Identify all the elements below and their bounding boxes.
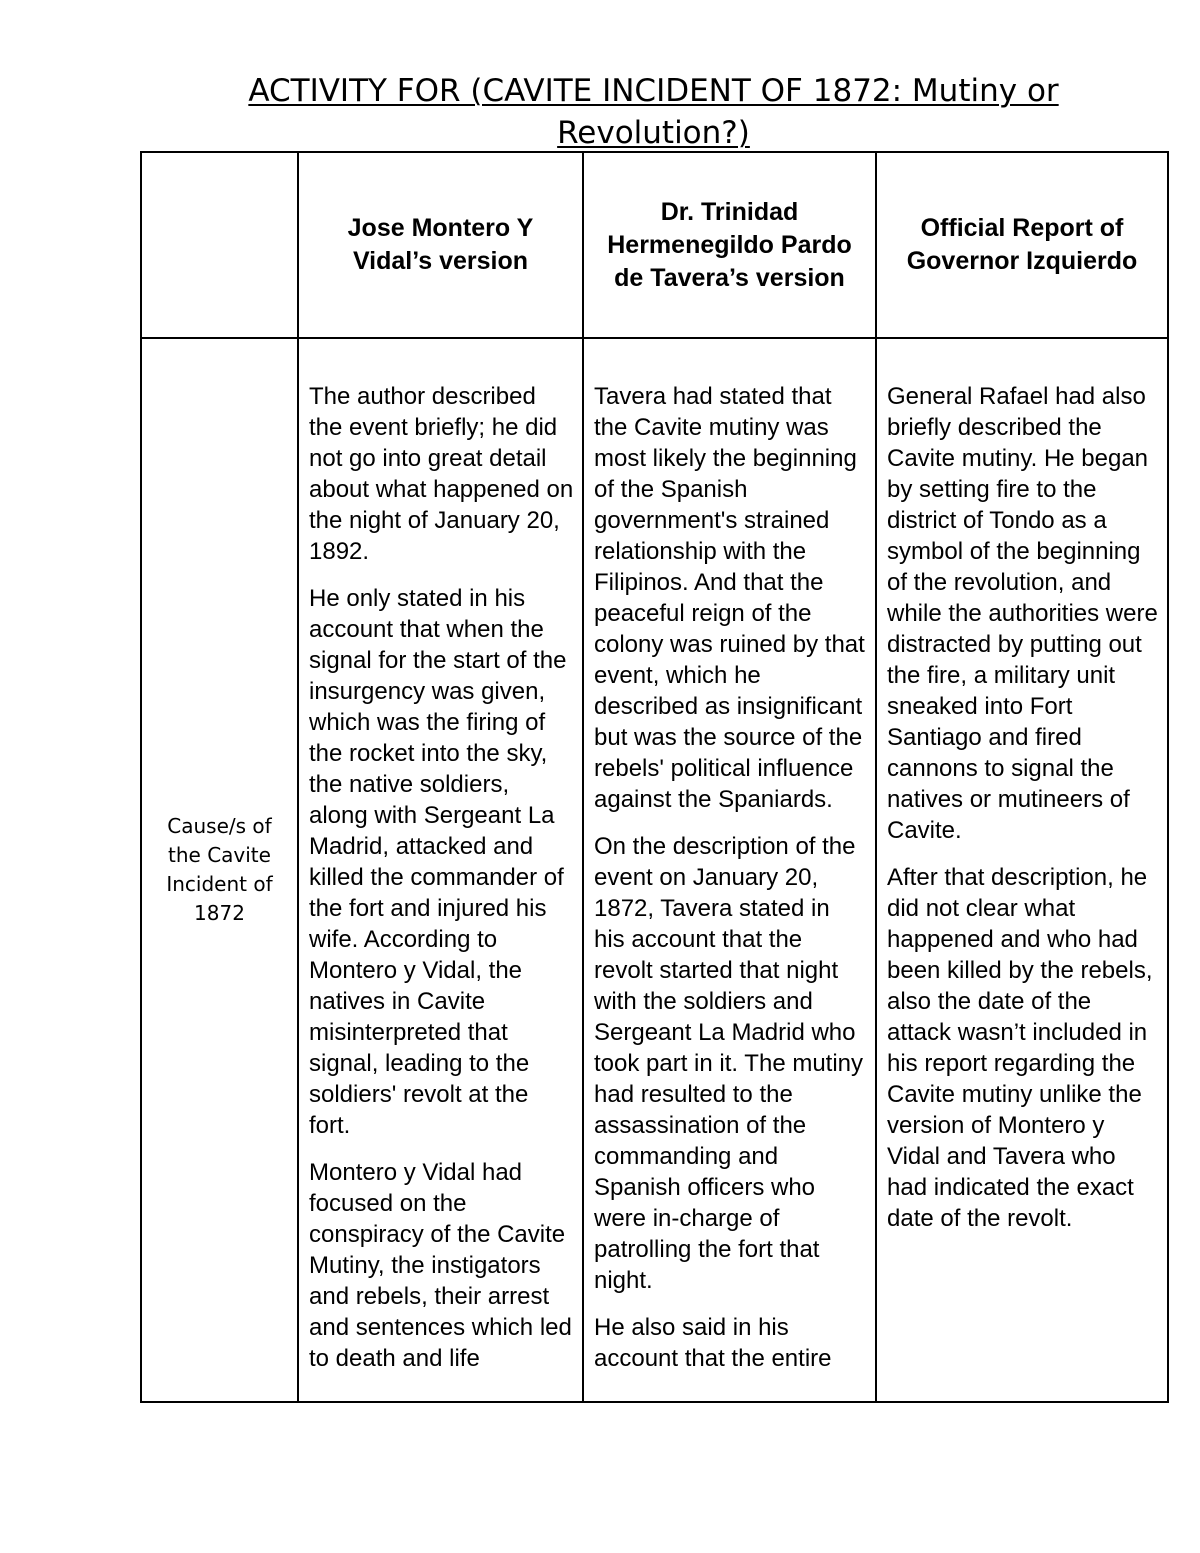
header-cell-empty — [141, 152, 298, 338]
tavera-paragraph: He also said in his account that the entire — [594, 1314, 832, 1372]
header-cell-izquierdo — [876, 152, 1168, 338]
montero-cell — [298, 338, 583, 1402]
montero-paragraph: Montero y Vidal had focused on the conspiracy of the Cavite Mutiny, the instigators and rebels, their arrest and sentences which led to death and life — [309, 1159, 572, 1372]
tavera-paragraph: On the description of the event on January 20, 1872, Tavera stated in his account that the revolt started that night with the soldiers and Sergeant La Madrid who took part in it. The mutiny had resulted to the assassination of the commanding and Spanish officers who were in-charge of patrolling the fort that night. — [594, 833, 864, 1294]
comparison-table — [140, 151, 1169, 1403]
izquierdo-cell — [876, 338, 1168, 1402]
tavera-cell — [583, 338, 876, 1402]
izquierdo-paragraph: General Rafael had also briefly described the Cavite mutiny. He began by setting fire to the district of Tondo as a symbol of the beginning of the revolution, and while the authorities were distracted by putting out the fire, a military unit sneaked into Fort Santiago and fired cannons to signal the natives or mutineers of Cavite. — [887, 383, 1158, 844]
document-title-line-2: Revolution?) — [557, 115, 750, 151]
table-row — [141, 338, 1168, 1402]
montero-paragraph: He only stated in his account that when the signal for the start of the insurgency was given, which was the firing of the rocket into the sky, the native soldiers, along with Sergeant La Madrid, attacked and killed the commander of the fort and injured his wife. According to Montero y Vidal, the natives in Cavite misinterpreted that signal, leading to the soldiers' revolt at the fort. — [309, 585, 567, 1139]
document-title-line-1: ACTIVITY FOR (CAVITE INCIDENT OF 1872: Mutiny or — [248, 73, 1059, 109]
header-cell-montero — [298, 152, 583, 338]
table-header-row — [141, 152, 1168, 338]
row-label-cell — [141, 338, 298, 1402]
row-label: Cause/s of the Cavite Incident of 1872 — [166, 814, 273, 925]
header-montero-label: Jose Montero Y Vidal’s version — [347, 214, 534, 275]
document-title — [140, 70, 1167, 154]
montero-paragraph: The author described the event briefly; he did not go into great detail about what happened on the night of January 20, 1892. — [309, 383, 574, 565]
tavera-paragraph: Tavera had stated that the Cavite mutiny was most likely the beginning of the Spanish government's strained relationship with the Filipinos. And that the peaceful reign of the colony was ruined by that event, which he described as insignificant but was the source of the rebels' political influence against the Spaniards. — [594, 383, 865, 813]
header-izquierdo-label: Official Report of Governor Izquierdo — [906, 214, 1138, 275]
header-tavera-label: Dr. Trinidad Hermenegildo Pardo de Tavera’s version — [607, 197, 852, 292]
header-cell-tavera — [583, 152, 876, 338]
izquierdo-paragraph: After that description, he did not clear what happened and who had been killed by the rebels, also the date of the attack wasn’t included in his report regarding the Cavite mutiny unlike the version of Montero y Vidal and Tavera who had indicated the exact date of the revolt. — [887, 864, 1153, 1232]
